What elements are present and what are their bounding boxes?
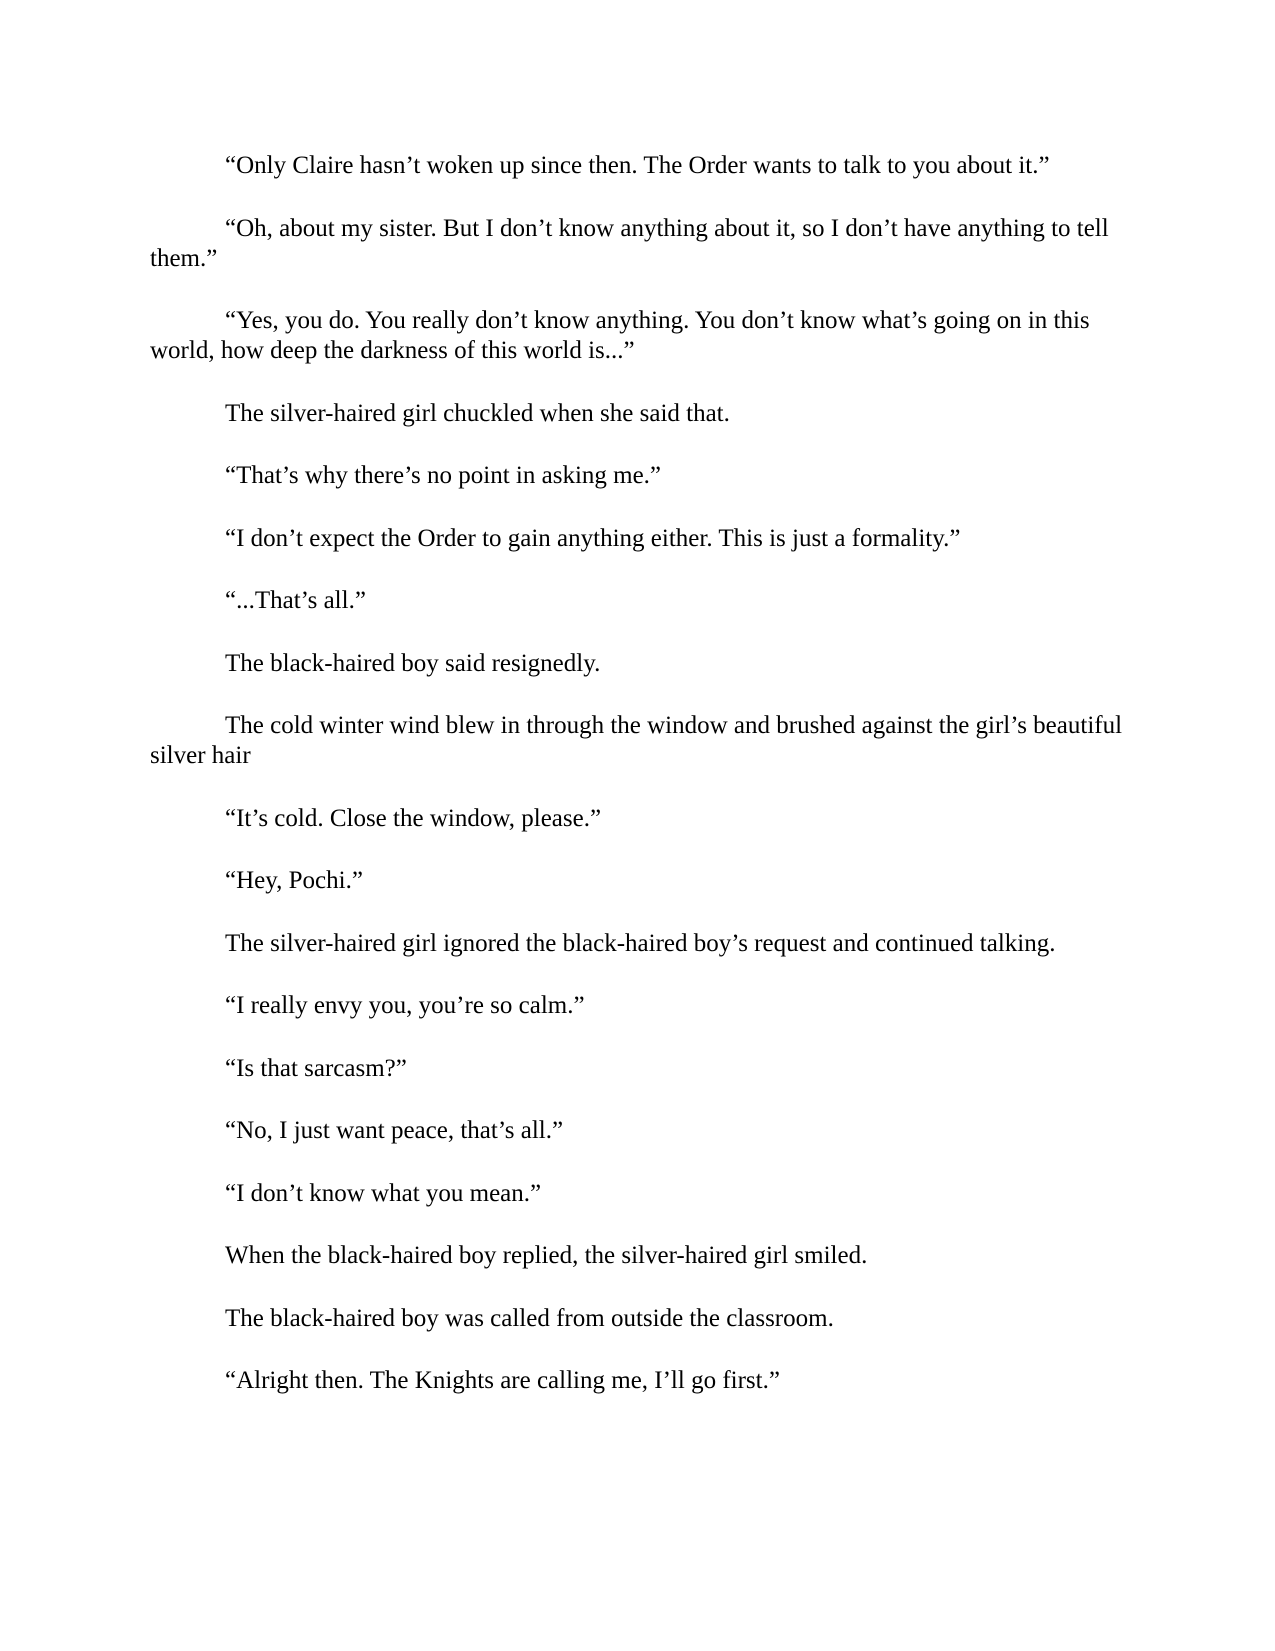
paragraph: The black-haired boy said resignedly. xyxy=(225,649,601,677)
paragraph: The cold winter wind blew in through the window and brushed against the girl’s beautiful silver hair xyxy=(150,712,1123,769)
paragraph: The silver-haired girl chuckled when she said that. xyxy=(225,399,730,427)
paragraph: “...That’s all.” xyxy=(225,587,366,614)
paragraph: “I don’t expect the Order to gain anything either. This is just a formality.” xyxy=(225,524,961,552)
paragraph: “Only Claire hasn’t woken up since then. The Order wants to talk to you about it.” xyxy=(225,152,1050,179)
paragraph: “Oh, about my sister. But I don’t know anything about it, so I don’t have anything to tell them.” xyxy=(150,214,1109,272)
paragraph: “It’s cold. Close the window, please.” xyxy=(225,804,602,832)
paragraph: “Yes, you do. You really don’t know anything. You don’t know what’s going on in this world, how deep the darkness of this world is...” xyxy=(150,307,1090,364)
paragraph: “No, I just want peace, that’s all.” xyxy=(225,1117,564,1144)
paragraph: When the black-haired boy replied, the silver-haired girl smiled. xyxy=(225,1242,868,1269)
paragraph: “Is that sarcasm?” xyxy=(225,1054,407,1082)
paragraph: “I really envy you, you’re so calm.” xyxy=(225,992,585,1019)
paragraph: “Hey, Pochi.” xyxy=(225,867,363,894)
paragraph: “That’s why there’s no point in asking me.” xyxy=(225,462,662,489)
paragraph: “I don’t know what you mean.” xyxy=(225,1179,542,1207)
paragraph: “Alright then. The Knights are calling me, I’ll go first.” xyxy=(225,1367,780,1394)
paragraph: The black-haired boy was called from outside the classroom. xyxy=(225,1304,834,1332)
paragraph: The silver-haired girl ignored the black-haired boy’s request and continued talking. xyxy=(225,929,1056,957)
